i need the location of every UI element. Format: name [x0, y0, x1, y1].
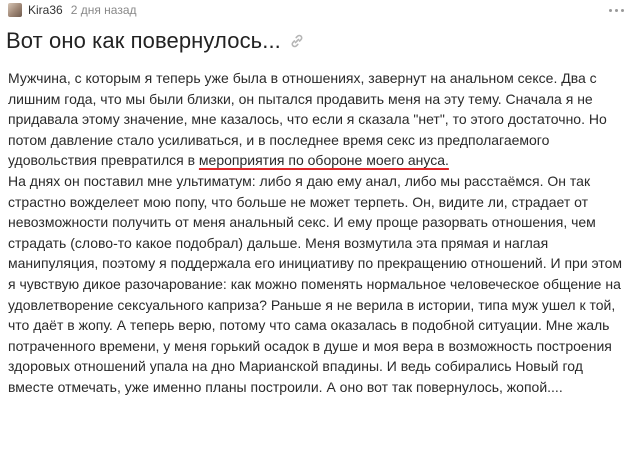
author-name[interactable]: Kira36	[28, 3, 63, 17]
link-icon[interactable]	[289, 33, 305, 49]
post-title: Вот оно как повернулось...	[6, 28, 281, 53]
paragraph-1-text: Мужчина, с которым я теперь уже была в отношениях, завернут на анальном сексе. Два с лишним года, что мы были близки, он пытался продавить меня на эту тему. Сначала я не придавала этому значение, мне казалось, что если я сказала "нет", то этого достаточно. Но потом давление стало усиливаться, и в последнее время секс из предполагаемого удовольствия превратился в	[8, 70, 607, 169]
post-header	[8, 2, 632, 18]
underlined-phrase: мероприятия по обороне моего ануса.	[198, 152, 449, 169]
paragraph-2: На днях он поставил мне ультиматум: либо я даю ему анал, либо мы расстаёмся. Он так страстно вожделеет мою попу, что больше не может терпеть. Он, видите ли, страдает от невозможности получить от меня анальный секс. И ему проще разорвать отношения, чем страдать (слово-то какое подобрал) дальше. Меня возмутила эта прямая и наглая манипуляция, поэтому я поддержала его инициативу по прекращению отношений. И при этом я чувствую дикое разочарование: как можно поменять нормальное человеческое общение на удовлетворение сексуального каприза? Раньше я не верила в истории, типа муж ушел к той, что даёт в жопу. А теперь верю, потому что сама оказалась в подобной ситуации. Мне жаль потраченного времени, у меня горький осадок в душе и моя вера в возможность построения здоровых отношений упала на дно Марианской впадины. И ведь собирались Новый год вместе отмечать, уже именно планы построили. А оно вот так повернулось, жопой....	[8, 172, 623, 395]
post-body	[8, 68, 632, 398]
title-row	[6, 28, 632, 54]
post-time: 2 дня назад	[70, 3, 137, 17]
more-dots-icon[interactable]	[604, 2, 628, 18]
paragraph-1	[8, 68, 632, 171]
avatar[interactable]	[8, 3, 22, 17]
